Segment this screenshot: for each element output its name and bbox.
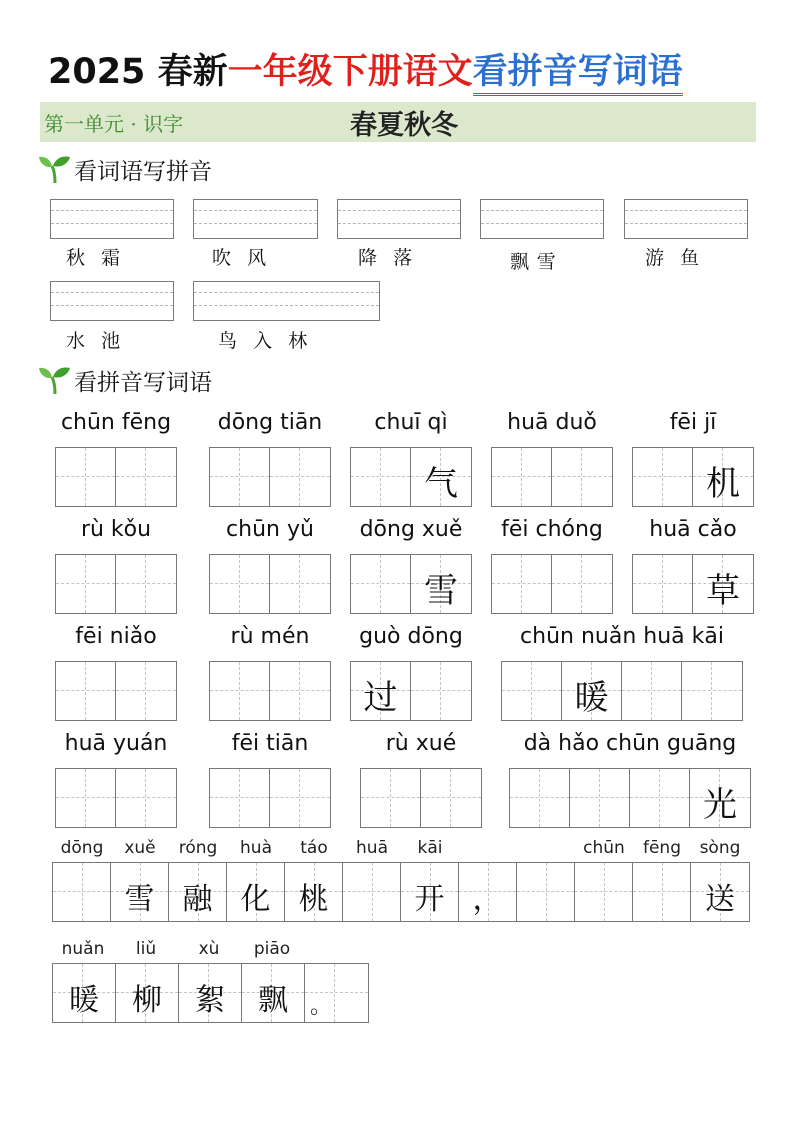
writing-cell[interactable] xyxy=(633,448,693,506)
writing-cell[interactable] xyxy=(502,662,562,720)
writing-grid xyxy=(55,768,177,828)
title-part-red: 一年级下册语文 xyxy=(227,52,473,92)
pinyin-prompt: dōng tiān xyxy=(217,410,323,435)
writing-cell[interactable] xyxy=(210,448,270,506)
sprout-icon xyxy=(38,365,72,395)
pinyin-syllable: nuǎn xyxy=(61,939,105,959)
unit-bar xyxy=(40,102,756,142)
writing-cell[interactable] xyxy=(622,662,682,720)
writing-cell[interactable] xyxy=(693,555,753,613)
given-character: 气 xyxy=(424,464,458,504)
writing-cell[interactable] xyxy=(270,448,330,506)
writing-cell[interactable] xyxy=(570,769,630,827)
writing-cell[interactable] xyxy=(111,863,169,921)
pinyin-syllable: róng xyxy=(178,838,218,858)
writing-cell[interactable] xyxy=(421,769,481,827)
pinyin-syllable: xù xyxy=(198,939,220,959)
writing-cell[interactable] xyxy=(169,863,227,921)
pinyin-prompt: rù kǒu xyxy=(80,517,152,542)
given-character: 开 xyxy=(414,882,445,917)
writing-grid xyxy=(209,661,331,721)
writing-cell[interactable] xyxy=(575,863,633,921)
pinyin-prompt: huā yuán xyxy=(64,731,168,756)
given-character: 机 xyxy=(706,464,740,504)
writing-cell[interactable] xyxy=(361,769,421,827)
writing-cell[interactable] xyxy=(492,555,552,613)
pinyin-prompt: fēi tiān xyxy=(231,731,309,756)
writing-cell[interactable] xyxy=(242,964,305,1022)
pinyin-prompt: chūn yǔ xyxy=(226,517,314,542)
writing-grid xyxy=(209,447,331,507)
writing-cell[interactable] xyxy=(210,555,270,613)
writing-cell[interactable] xyxy=(56,769,116,827)
pinyin-prompt: huā cǎo xyxy=(649,517,737,542)
writing-cell[interactable] xyxy=(53,863,111,921)
punctuation: 。 xyxy=(310,994,333,1019)
writing-cell[interactable] xyxy=(270,662,330,720)
writing-grid xyxy=(632,554,754,614)
writing-cell[interactable] xyxy=(270,555,330,613)
writing-cell[interactable] xyxy=(179,964,242,1022)
writing-cell[interactable] xyxy=(56,448,116,506)
pinyin-syllable: chūn xyxy=(583,838,625,858)
writing-cell[interactable] xyxy=(411,555,471,613)
writing-cell[interactable] xyxy=(116,662,176,720)
given-character: 暖 xyxy=(69,983,99,1018)
writing-grid xyxy=(632,447,754,507)
punctuation: ， xyxy=(472,882,503,917)
given-character: 雪 xyxy=(124,882,155,917)
writing-cell[interactable] xyxy=(56,555,116,613)
pinyin-syllable: kāi xyxy=(417,838,443,858)
pinyin-syllable: piāo xyxy=(253,939,291,959)
given-character: 光 xyxy=(703,785,737,825)
writing-cell[interactable] xyxy=(552,555,612,613)
unit-label: 第一单元 · 识字 xyxy=(44,112,184,136)
pinyin-prompt: chūn fēng xyxy=(60,410,172,435)
word-label: 鸟入林 xyxy=(218,330,324,352)
writing-cell[interactable] xyxy=(351,448,411,506)
pinyin-writing-box[interactable] xyxy=(50,199,174,239)
given-character: 送 xyxy=(705,882,735,917)
section-heading-label: 看词语写拼音 xyxy=(74,158,212,185)
writing-grid xyxy=(491,447,613,507)
section-heading-write-pinyin xyxy=(38,152,212,186)
sentence-grid xyxy=(52,963,369,1023)
writing-cell[interactable] xyxy=(517,863,575,921)
writing-cell[interactable] xyxy=(633,555,693,613)
pinyin-prompt: fēi chóng xyxy=(501,517,603,542)
writing-cell[interactable] xyxy=(633,863,691,921)
writing-cell[interactable] xyxy=(411,662,471,720)
writing-cell[interactable] xyxy=(562,662,622,720)
writing-cell[interactable] xyxy=(343,863,401,921)
pinyin-prompt: rù xué xyxy=(385,731,457,756)
writing-cell[interactable] xyxy=(693,448,753,506)
given-character: 融 xyxy=(182,882,213,917)
pinyin-prompt: chuī qì xyxy=(374,410,448,435)
writing-grid xyxy=(55,661,177,721)
section-heading-write-words xyxy=(38,363,212,397)
writing-cell[interactable] xyxy=(411,448,471,506)
pinyin-prompt: dà hǎo chūn guāng xyxy=(523,731,737,756)
writing-cell[interactable] xyxy=(210,769,270,827)
pinyin-writing-box[interactable] xyxy=(480,199,604,239)
word-label: 吹风 xyxy=(212,247,283,269)
section-heading-label: 看拼音写词语 xyxy=(74,369,212,396)
writing-cell[interactable] xyxy=(682,662,742,720)
pinyin-writing-box[interactable] xyxy=(193,199,318,239)
given-character: 飘 xyxy=(258,983,288,1018)
writing-cell[interactable] xyxy=(510,769,570,827)
pinyin-syllable: dōng xyxy=(60,838,104,858)
given-character: 暖 xyxy=(574,678,609,718)
pinyin-writing-box[interactable] xyxy=(337,199,461,239)
writing-cell[interactable] xyxy=(53,964,116,1022)
pinyin-syllable: huā xyxy=(356,838,388,858)
writing-grid xyxy=(501,661,743,721)
writing-cell[interactable] xyxy=(459,863,517,921)
lesson-title: 春夏秋冬 xyxy=(350,110,458,141)
word-label: 水池 xyxy=(66,330,137,352)
pinyin-prompt: huā duǒ xyxy=(507,410,597,435)
writing-cell[interactable] xyxy=(691,863,749,921)
writing-cell[interactable] xyxy=(285,863,343,921)
sprout-icon xyxy=(38,154,72,184)
pinyin-syllable: xuě xyxy=(124,838,156,858)
writing-grid xyxy=(209,768,331,828)
writing-cell[interactable] xyxy=(305,964,368,1022)
writing-cell[interactable] xyxy=(116,448,176,506)
writing-cell[interactable] xyxy=(227,863,285,921)
pinyin-prompt: fēi niǎo xyxy=(75,624,157,649)
writing-cell[interactable] xyxy=(401,863,459,921)
writing-cell[interactable] xyxy=(492,448,552,506)
writing-grid xyxy=(350,447,472,507)
word-label: 秋霜 xyxy=(66,247,137,269)
pinyin-prompt: chūn nuǎn huā kāi xyxy=(520,624,724,649)
writing-grid xyxy=(350,661,472,721)
word-label: 游鱼 xyxy=(645,247,716,269)
pinyin-prompt: fēi jī xyxy=(669,410,717,435)
writing-cell[interactable] xyxy=(116,555,176,613)
sentence-grid xyxy=(52,862,750,922)
writing-cell[interactable] xyxy=(690,769,750,827)
writing-cell[interactable] xyxy=(552,448,612,506)
pinyin-syllable: liǔ xyxy=(135,939,157,959)
writing-grid xyxy=(55,554,177,614)
given-character: 化 xyxy=(240,882,271,917)
writing-cell[interactable] xyxy=(210,662,270,720)
word-label: 降落 xyxy=(358,247,429,269)
writing-grid xyxy=(491,554,613,614)
given-character: 柳 xyxy=(132,983,162,1018)
word-label: 飘雪 xyxy=(510,251,564,273)
given-character: 过 xyxy=(363,678,398,718)
writing-cell[interactable] xyxy=(351,662,411,720)
given-character: 桃 xyxy=(298,882,329,917)
pinyin-syllable: sòng xyxy=(699,838,741,858)
pinyin-prompt: dōng xuě xyxy=(359,517,463,542)
writing-cell[interactable] xyxy=(270,769,330,827)
writing-grid xyxy=(360,768,482,828)
writing-grid xyxy=(209,554,331,614)
writing-cell[interactable] xyxy=(116,769,176,827)
writing-cell[interactable] xyxy=(56,662,116,720)
title-part-blue: 看拼音写词语 xyxy=(473,52,683,96)
writing-cell[interactable] xyxy=(630,769,690,827)
page-title xyxy=(48,44,748,98)
pinyin-syllable: fēng xyxy=(642,838,681,858)
given-character: 絮 xyxy=(195,983,225,1018)
pinyin-writing-box[interactable] xyxy=(624,199,748,239)
writing-grid xyxy=(55,447,177,507)
writing-grid xyxy=(509,768,751,828)
pinyin-prompt: rù mén xyxy=(230,624,310,649)
writing-cell[interactable] xyxy=(116,964,179,1022)
given-character: 雪 xyxy=(424,571,458,611)
pinyin-writing-box[interactable] xyxy=(50,281,174,321)
pinyin-prompt: guò dōng xyxy=(359,624,463,649)
title-part-black: 2025 春新 xyxy=(48,52,228,92)
given-character: 草 xyxy=(706,571,740,611)
pinyin-syllable: huà xyxy=(240,838,272,858)
pinyin-writing-box[interactable] xyxy=(193,281,380,321)
pinyin-syllable: táo xyxy=(300,838,328,858)
writing-grid xyxy=(350,554,472,614)
writing-cell[interactable] xyxy=(351,555,411,613)
